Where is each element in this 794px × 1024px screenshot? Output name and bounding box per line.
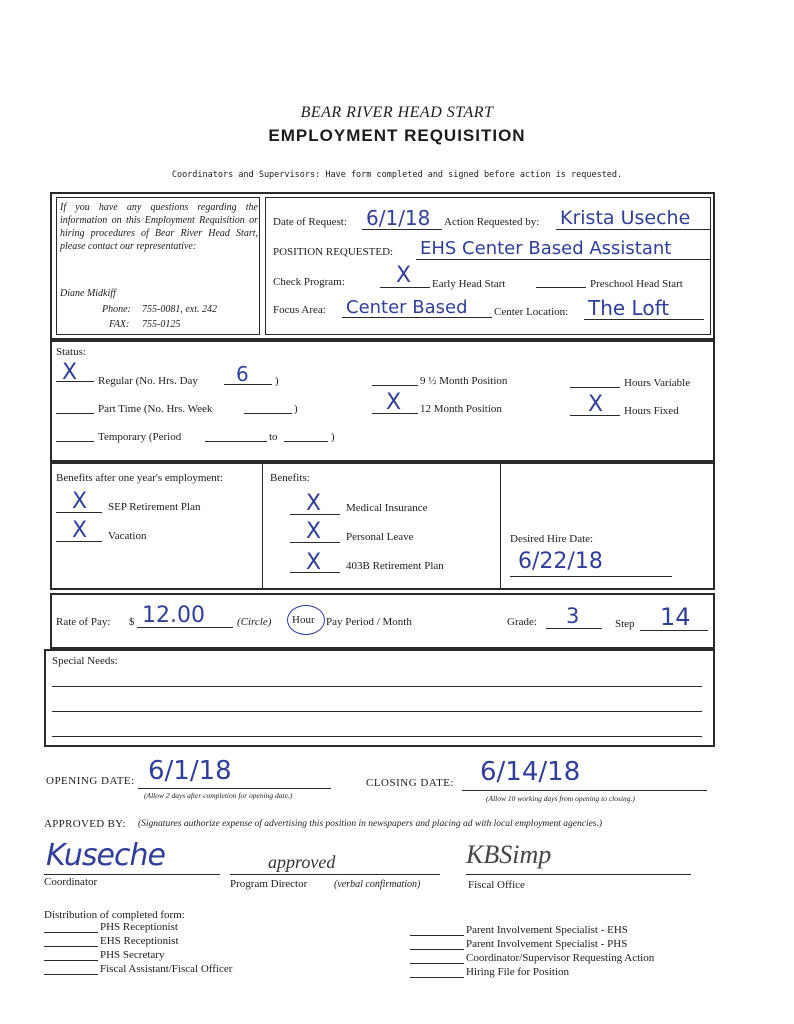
center-location-value[interactable]: The Loft — [588, 296, 670, 320]
benefits-after-label: Benefits after one year's employment: — [56, 472, 223, 484]
action-requested-value[interactable]: Krista Useche — [560, 207, 691, 229]
program-director-label: Program Director — [230, 878, 308, 890]
contact-phone-label: Phone: — [102, 304, 131, 315]
distribution-item: Parent Involvement Specialist - EHS — [466, 924, 628, 936]
form-instruction: Coordinators and Supervisors: Have form completed and signed before action is requested. — [171, 170, 623, 180]
currency-symbol: $ — [129, 616, 135, 628]
organization-name: BEAR RIVER HEAD START — [300, 104, 494, 121]
approved-by-label: APPROVED BY: — [44, 818, 126, 830]
medical-label: Medical Insurance — [346, 502, 428, 514]
ehs-checkmark[interactable]: X — [396, 263, 412, 288]
date-of-request-value[interactable]: 6/1/18 — [366, 206, 431, 230]
part-time-label: Part Time (No. Hrs. Week — [98, 403, 213, 415]
circle-instruction: (Circle) — [237, 616, 272, 628]
program-director-signature[interactable]: approved — [268, 852, 336, 872]
position-requested-label: POSITION REQUESTED: — [273, 246, 394, 258]
distribution-item: PHS Receptionist — [100, 921, 178, 933]
retirement-label: 403B Retirement Plan — [346, 560, 444, 572]
personal-leave-checkmark[interactable]: X — [306, 519, 322, 544]
focus-area-value[interactable]: Center Based — [346, 297, 468, 318]
closing-date-value[interactable]: 6/14/18 — [480, 757, 581, 787]
pay-period-options: Pay Period / Month — [326, 616, 412, 628]
medical-checkmark[interactable]: X — [306, 491, 322, 516]
regular-checkmark[interactable]: X — [62, 360, 78, 385]
form-title: EMPLOYMENT REQUISITION — [268, 126, 526, 145]
contact-name: Diane Midkiff — [60, 288, 116, 299]
verbal-confirmation-note: (verbal confirmation) — [334, 879, 421, 890]
contact-instructions: If you have any questions regarding the information on this Employment Requisition or hiring procedures of Bear River Head Start, please contact our representative: — [60, 202, 258, 252]
opening-date-label: OPENING DATE: — [46, 775, 135, 787]
contact-fax: 755-0125 — [142, 319, 181, 330]
status-section — [50, 340, 715, 462]
opening-date-value[interactable]: 6/1/18 — [148, 756, 232, 786]
focus-area-label: Focus Area: — [273, 304, 326, 316]
coordinator-label: Coordinator — [44, 876, 98, 888]
hours-fixed-checkmark[interactable]: X — [588, 392, 604, 417]
rate-of-pay-label: Rate of Pay: — [56, 616, 111, 628]
benefits-label: Benefits: — [270, 472, 310, 484]
distribution-item: Parent Involvement Specialist - PHS — [466, 938, 628, 950]
twelve-month-checkmark[interactable]: X — [386, 390, 402, 415]
fiscal-office-label: Fiscal Office — [468, 879, 525, 891]
hours-variable-label: Hours Variable — [624, 377, 691, 389]
vacation-label: Vacation — [108, 530, 147, 542]
contact-fax-label: FAX: — [109, 319, 130, 330]
distribution-item: Coordinator/Supervisor Requesting Action — [466, 952, 655, 964]
special-needs-section — [44, 649, 715, 747]
distribution-item: Hiring File for Position — [466, 966, 569, 978]
approval-note: (Signatures authorize expense of advertising this position in newspapers and placing ad with local employment agencies.) — [138, 819, 603, 829]
nine-month-label: 9 ½ Month Position — [420, 375, 508, 387]
distribution-item: PHS Secretary — [100, 949, 165, 961]
grade-label: Grade: — [507, 616, 537, 628]
temporary-label: Temporary (Period — [98, 431, 182, 443]
rate-of-pay-value[interactable]: 12.00 — [142, 603, 205, 628]
action-requested-label: Action Requested by: — [444, 216, 540, 228]
status-label: Status: — [56, 346, 86, 358]
part-time-close-paren: ) — [294, 403, 298, 415]
grade-value[interactable]: 3 — [566, 604, 580, 628]
center-location-label: Center Location: — [494, 306, 569, 318]
coordinator-signature[interactable]: Kuseche — [46, 838, 165, 873]
fiscal-office-signature[interactable]: KBSimp — [466, 840, 552, 869]
distribution-item: EHS Receptionist — [100, 935, 179, 947]
check-program-label: Check Program: — [273, 276, 345, 288]
preschool-label: Preschool Head Start — [590, 278, 683, 290]
regular-label: Regular (No. Hrs. Day — [98, 375, 198, 387]
special-needs-label: Special Needs: — [52, 655, 118, 667]
step-value[interactable]: 14 — [660, 603, 691, 631]
retirement-checkmark[interactable]: X — [306, 550, 322, 575]
distribution-label: Distribution of completed form: — [44, 909, 185, 921]
temporary-to-label: to — [269, 431, 278, 443]
step-label: Step — [615, 618, 635, 630]
date-of-request-label: Date of Request: — [273, 216, 347, 228]
contact-phone: 755-0081, ext. 242 — [142, 304, 217, 315]
sep-label: SEP Retirement Plan — [108, 501, 201, 513]
sep-checkmark[interactable]: X — [72, 489, 88, 514]
regular-close-paren: ) — [275, 375, 279, 387]
hours-fixed-label: Hours Fixed — [624, 405, 679, 417]
personal-leave-label: Personal Leave — [346, 531, 414, 543]
hour-option[interactable]: Hour — [292, 614, 315, 626]
position-requested-value[interactable]: EHS Center Based Assistant — [420, 238, 672, 259]
temporary-close-paren: ) — [331, 431, 335, 443]
regular-hours-value[interactable]: 6 — [236, 362, 249, 386]
vacation-checkmark[interactable]: X — [72, 518, 88, 543]
opening-date-note: (Allow 2 days after completion for opening date.) — [144, 791, 293, 800]
desired-hire-date-label: Desired Hire Date: — [510, 533, 594, 545]
distribution-item: Fiscal Assistant/Fiscal Officer — [100, 963, 233, 975]
desired-hire-date-value[interactable]: 6/22/18 — [518, 549, 603, 574]
closing-date-note: (Allow 10 working days from opening to closing.) — [486, 794, 635, 803]
twelve-month-label: 12 Month Position — [420, 403, 502, 415]
closing-date-label: CLOSING DATE: — [366, 777, 455, 789]
ehs-label: Early Head Start — [432, 278, 506, 290]
